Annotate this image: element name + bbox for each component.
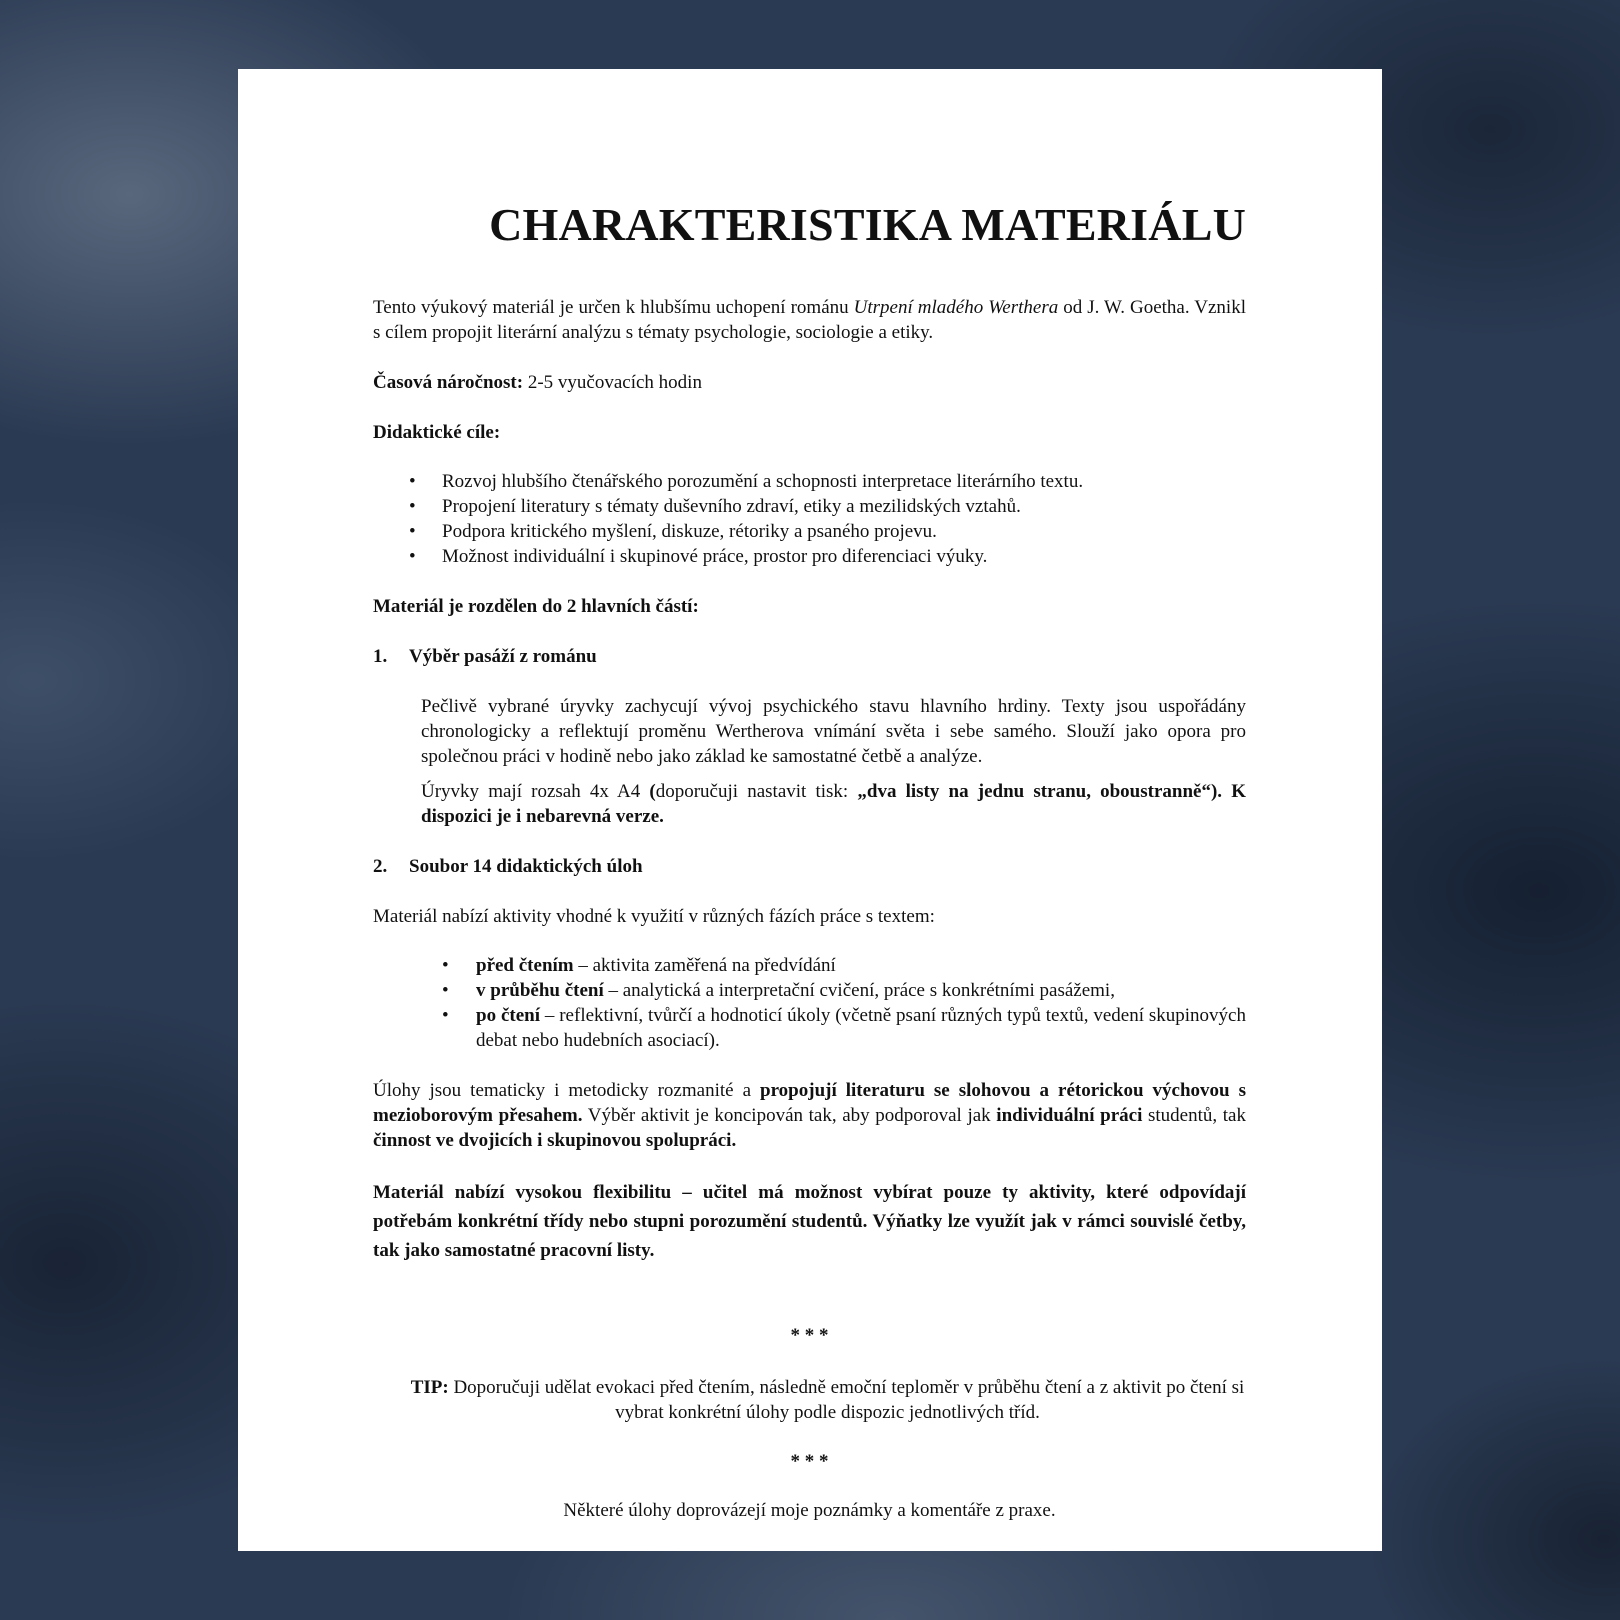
phase-term: v průběhu čtení [476, 980, 604, 1001]
tip-paragraph [373, 1375, 1246, 1425]
goals-heading-text: Didaktické cíle: [373, 422, 501, 443]
novel-title: Utrpení mladého Werthera [853, 297, 1059, 318]
part2-heading [373, 854, 1246, 879]
time-value: 2-5 vyučovacích hodin [523, 372, 702, 393]
bullet-icon: • [442, 955, 449, 976]
phase-term: před čtením [476, 955, 574, 976]
list-item-text: Rozvoj hlubšího čtenářského porozumění a schopnosti interpretace literárního textu. [442, 471, 1084, 492]
bullet-icon: • [442, 1005, 449, 1026]
list-item [373, 978, 1246, 1003]
bullet-icon: • [409, 471, 416, 492]
separator [373, 1323, 1246, 1348]
part2-lead: Materiál nabízí aktivity vhodné k využití v různých fázích práce s textem: [373, 906, 935, 927]
phase-desc: – aktivita zaměřená na předvídání [573, 955, 836, 976]
time-requirement [373, 370, 1246, 395]
list-item [373, 544, 1246, 569]
phase-desc: – analytická a interpretační cvičení, práce s konkrétními pasážemi, [603, 980, 1115, 1001]
separator [373, 1449, 1246, 1474]
flexibility-paragraph: Materiál nabízí vysokou flexibilitu – učitel má možnost vybírat pouze ty aktivity, které odpovídají potřebám konkrétní třídy nebo stupni porozumění studentů. Výňatky lze využít jak v rámci souvislé četby, tak jako samostatné pracovní listy. [373, 1182, 1246, 1261]
print-note-middle: doporučuji nastavit tisk: [655, 781, 858, 802]
tasks-bold: individuální práci [996, 1105, 1143, 1126]
page-title: CHARAKTERISTIKA MATERIÁLU [489, 199, 1246, 250]
tasks-paragraph [373, 1078, 1246, 1153]
list-item [373, 1003, 1246, 1053]
tasks-text: Úlohy jsou tematicky i metodicky rozmanité a [373, 1080, 761, 1101]
bullet-icon: • [409, 496, 416, 517]
tip-label: TIP: [410, 1377, 449, 1398]
list-item [373, 494, 1246, 519]
intro-text-after: od J. W. Goetha. Vznikl s cílem propojit literární analýzu s tématy psychologie, sociologie a etiky. [373, 297, 1246, 343]
tasks-text: Výběr aktivit je koncipován tak, aby podporoval jak [582, 1105, 997, 1126]
goals-heading [373, 420, 1246, 445]
parts-heading-text: Materiál je rozdělen do 2 hlavních částí: [373, 596, 699, 617]
tasks-text: studentů, tak [1142, 1105, 1246, 1126]
bullet-icon: • [409, 546, 416, 567]
print-note-text: Úryvky mají rozsah 4x A4 [421, 781, 650, 802]
part2-title: Soubor 14 didaktických úloh [409, 856, 643, 877]
separator-text: * * * [790, 1451, 829, 1472]
print-note-bold: „dva listy na jednu stranu, oboustranně“). K dispozici je i nebarevná verze. [421, 781, 1246, 827]
intro-paragraph [373, 295, 1246, 345]
list-item-text: Možnost individuální i skupinové práce, prostor pro diferenciaci výuky. [442, 546, 988, 567]
print-note-paren: ( [649, 781, 656, 802]
goals-list [373, 469, 1246, 569]
time-label: Časová náročnost: [373, 372, 524, 393]
list-item [373, 469, 1246, 494]
phase-desc: – reflektivní, tvůrčí a hodnoticí úkoly (včetně psaní různých typů textů, vedení skupinových debat nebo hudebních asociací). [476, 1005, 1246, 1051]
part1-title: Výběr pasáží z románu [409, 646, 597, 667]
tasks-bold: činnost ve dvojicích i skupinovou spolupráci. [373, 1130, 737, 1151]
part1-heading [373, 644, 1246, 669]
document-page [238, 69, 1382, 1551]
list-item [373, 953, 1246, 978]
footer-note: Některé úlohy doprovázejí moje poznámky a komentáře z praxe. [563, 1500, 1056, 1521]
part1-print-note [373, 779, 1246, 829]
list-item-text: Propojení literatury s tématy duševního zdraví, etiky a mezilidských vztahů. [442, 496, 1021, 517]
list-item [373, 519, 1246, 544]
bullet-icon: • [442, 980, 449, 1001]
phase-term: po čtení [476, 1005, 540, 1026]
tasks-bold: propojují literaturu se slohovou a rétorickou výchovou s mezioborovým přesahem. [373, 1080, 1246, 1126]
list-item-text: Podpora kritického myšlení, diskuze, rétoriky a psaného projevu. [442, 521, 937, 542]
phases-list [373, 953, 1246, 1053]
part1-description: Pečlivě vybrané úryvky zachycují vývoj psychického stavu hlavního hrdiny. Texty jsou uspořádány chronologicky a reflektují proměnu Wertherova vnímání světa i sebe samého. Slouží jako opora pro společnou práci v hodině nebo jako základ ke samostatné četbě a analýze. [421, 696, 1246, 767]
parts-heading [373, 594, 1246, 619]
bullet-icon: • [409, 521, 416, 542]
separator-text: * * * [790, 1325, 829, 1346]
intro-text-before: Tento výukový materiál je určen k hlubšímu uchopení románu [373, 297, 854, 318]
part2-number: 2. [373, 856, 388, 877]
tip-text: Doporučuji udělat evokaci před čtením, následně emoční teploměr v průběhu čtení a z aktivit po čtení si vybrat konkrétní úlohy podle dispozic jednotlivých tříd. [448, 1377, 1245, 1423]
part1-number: 1. [373, 646, 388, 667]
